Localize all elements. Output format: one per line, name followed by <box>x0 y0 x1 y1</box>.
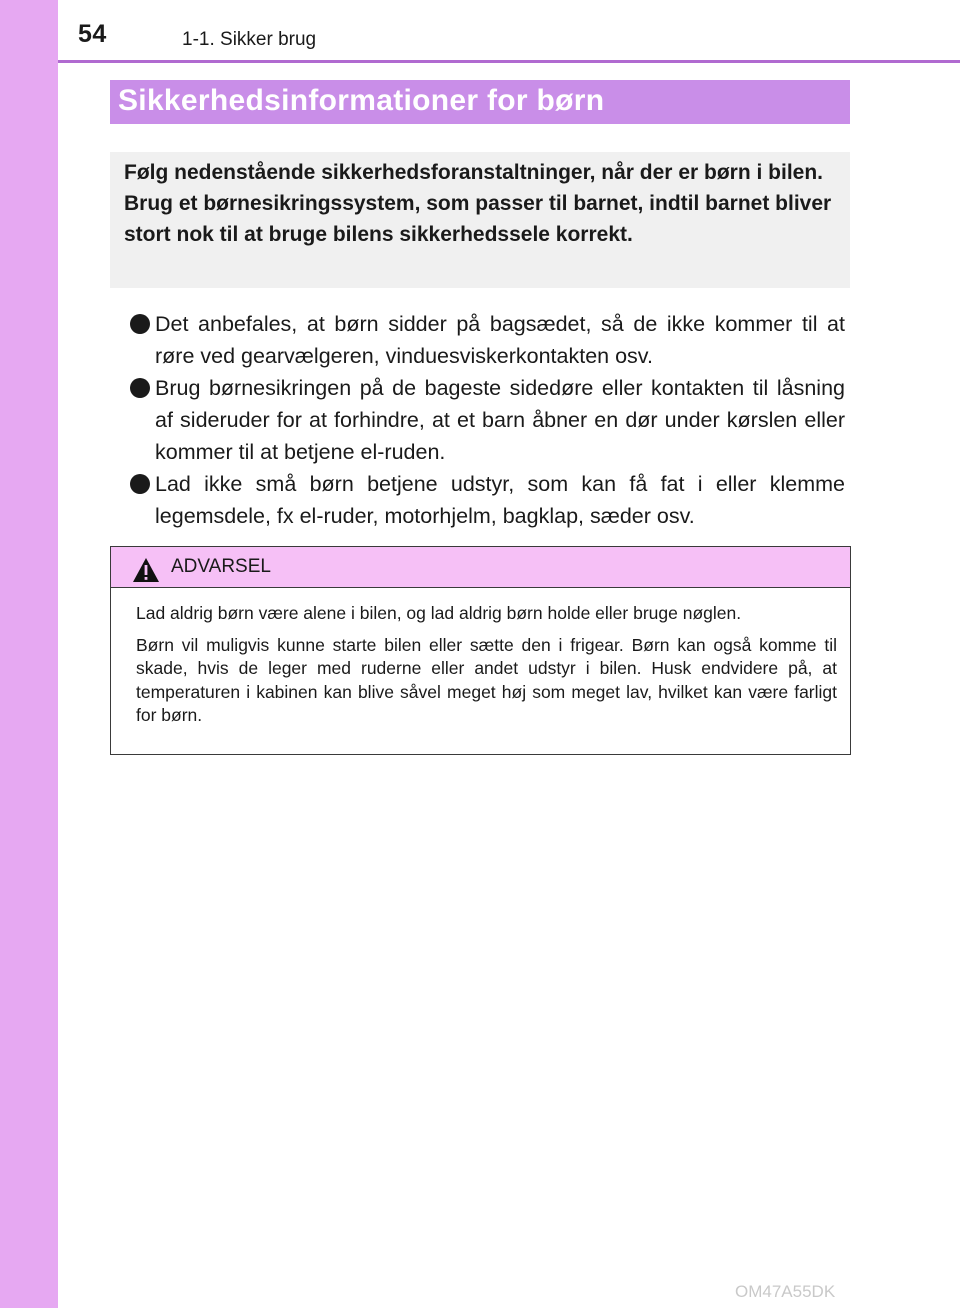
bullet-icon <box>130 378 150 398</box>
warning-box <box>110 546 851 755</box>
list-item <box>110 308 845 372</box>
bullet-list <box>110 308 845 532</box>
list-item <box>110 372 845 468</box>
section-label: 1-1. Sikker brug <box>182 29 317 50</box>
footer-watermark: OM47A55DK <box>735 1282 836 1301</box>
warning-title: ADVARSEL <box>171 556 271 577</box>
warning-body <box>136 602 837 736</box>
bullet-text: Lad ikke små børn betjene udstyr, som kan få fat i eller klemme legemsdele, fx el-ruder, motorhjelm, bagklap, sæder osv. <box>155 472 845 528</box>
header-divider <box>58 60 960 63</box>
intro-text: Følg nedenstående sikkerhedsforanstaltninger, når der er børn i bilen. Brug et børnesikringssystem, som passer til barnet, indtil barnet bliver stort nok til at bruge bilens sikkerhedssele korrekt. <box>124 161 832 246</box>
bullet-text: Det anbefales, at børn sidder på bagsædet, så de ikke kommer til at røre ved gearvælgeren, vinduesviskerkontakten osv. <box>155 312 845 368</box>
section-title: Sikkerhedsinformationer for børn <box>118 84 605 117</box>
sidebar-color-band <box>0 0 58 1308</box>
bullet-icon <box>130 314 150 334</box>
bullet-icon <box>130 474 150 494</box>
intro-box <box>110 152 850 288</box>
list-item <box>110 468 845 532</box>
warning-paragraph: Lad aldrig børn være alene i bilen, og lad aldrig børn holde eller bruge nøglen. <box>136 603 742 623</box>
bullet-text: Brug børnesikringen på de bageste sidedøre eller kontakten til låsning af sideruder for at forhindre, at et barn åbner en dør under kørslen eller kommer til at betjene el-ruden. <box>155 376 845 464</box>
warning-paragraph: Børn vil muligvis kunne starte bilen eller sætte den i frigear. Børn kan også komme til skade, hvis de leger med ruderne eller andet udstyr i bilen. Husk endvidere på, at temperaturen i kabinen kan blive såvel meget høj som meget lav, hvilket kan være farligt for børn. <box>136 634 837 725</box>
section-title-bar <box>110 80 850 124</box>
warning-header <box>111 547 850 588</box>
warning-triangle-icon <box>132 557 160 583</box>
page-number: 54 <box>78 20 107 48</box>
